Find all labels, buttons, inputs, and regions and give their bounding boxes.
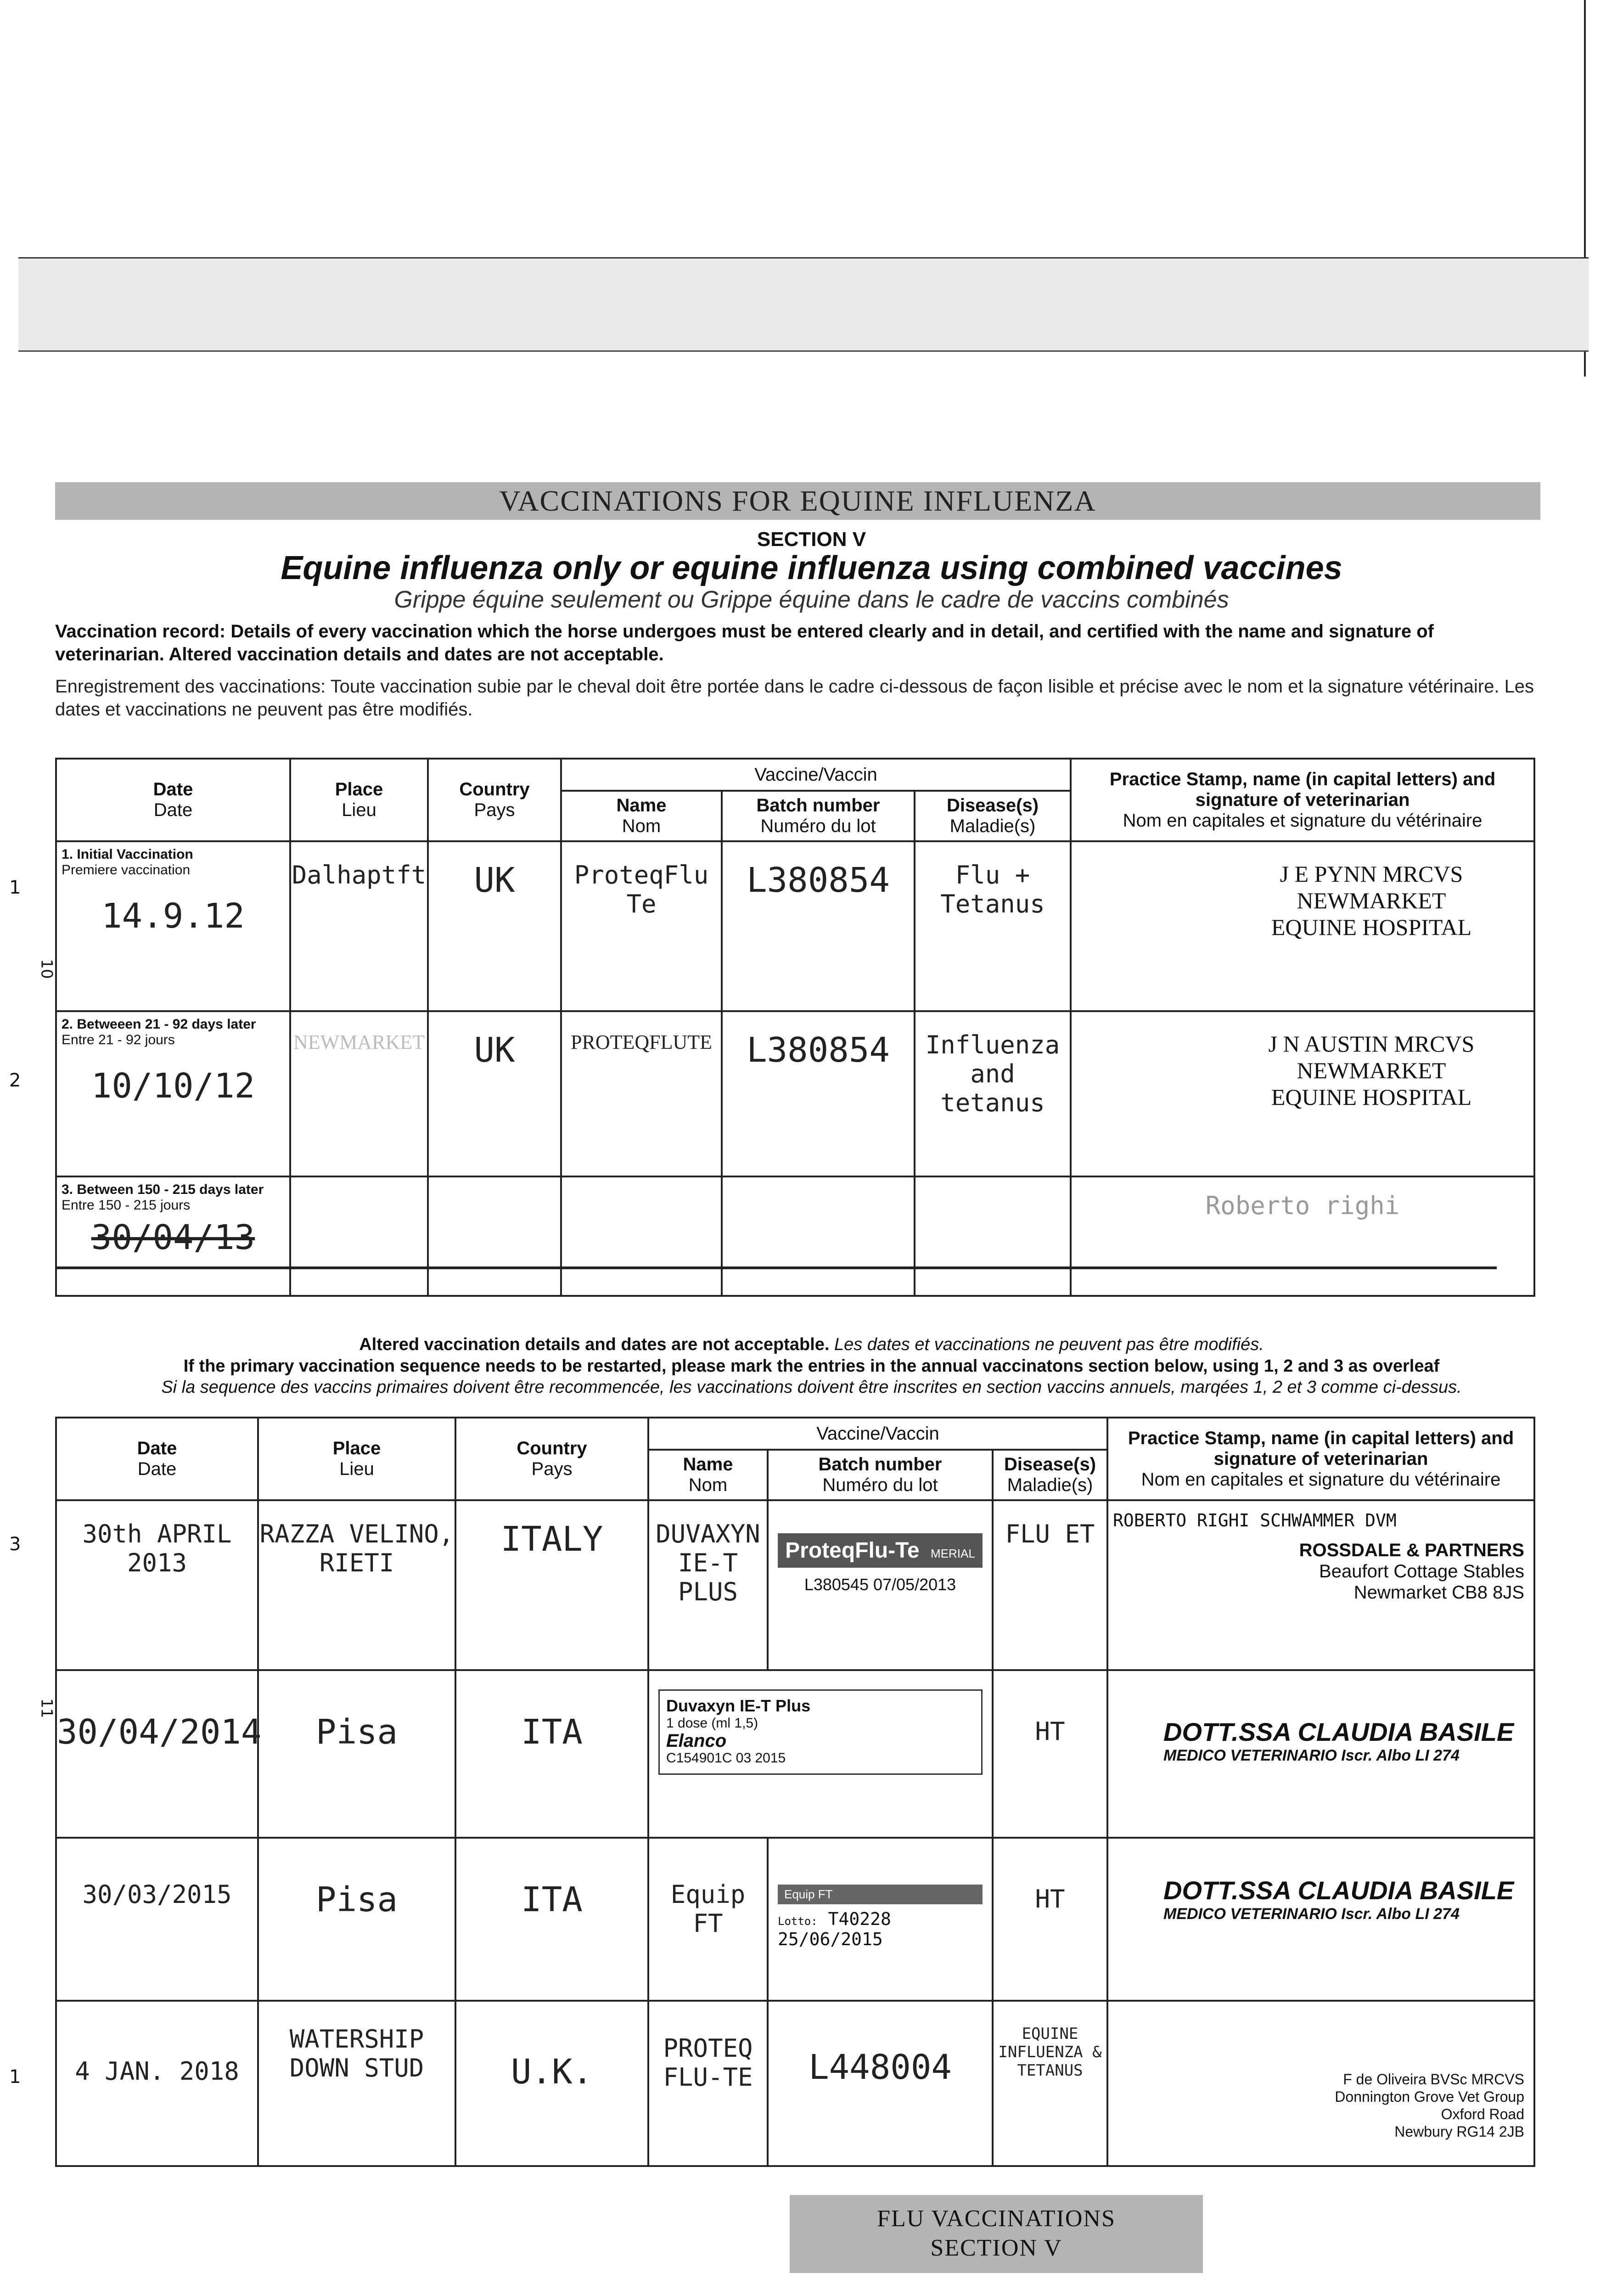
stamp-cell xyxy=(1107,1838,1534,2001)
vet-stamp: J E PYNN MRCVS NEWMARKET EQUINE HOSPITAL xyxy=(1271,861,1472,940)
margin-circle-mark: 2 xyxy=(9,1070,21,1091)
batch-cell: L380854 xyxy=(722,1011,915,1176)
country-cell xyxy=(428,1176,561,1296)
page-number-mark: 11 xyxy=(37,1698,56,1718)
vet-stamp: J N AUSTIN MRCVS NEWMARKET EQUINE HOSPITAL xyxy=(1268,1031,1475,1110)
warning-restart: If the primary vaccination sequence needs to be restarted, please mark the entries in the annual vaccinatons section below, using 1, 2 and 3 as overleaf xyxy=(183,1356,1440,1376)
header-vaccine: Vaccine/Vaccin xyxy=(648,1418,1107,1450)
stamp-cell xyxy=(1107,1670,1534,1838)
row-label-cell: 3. Between 150 - 215 days later Entre 150 - 215 jours 30/04/13 xyxy=(56,1176,290,1296)
place-cell: NEWMARKET xyxy=(290,1011,428,1176)
disease-cell: Influenza and tetanus xyxy=(915,1011,1071,1176)
stamp-cell xyxy=(1107,1500,1534,1670)
country-cell: UK xyxy=(428,1011,561,1176)
batch-cell xyxy=(768,1500,993,1670)
annual-vaccination-table xyxy=(55,1417,1535,2167)
vet-stamp: F de Oliveira BVSc MRCVS Donnington Grove Vet Group Oxford Road Newbury RG14 2JB xyxy=(1335,2071,1524,2140)
section-banner: VACCINATIONS FOR EQUINE INFLUENZA xyxy=(55,482,1540,520)
warning-altered: Altered vaccination details and dates are not acceptable. Les dates et vaccinations ne peuvent pas être modifiés. xyxy=(359,1335,1264,1354)
place-cell: RAZZA VELINO, RIETI xyxy=(258,1500,455,1670)
header-country: Country Pays xyxy=(455,1418,648,1500)
page-footer: FLU VACCINATIONS SECTION V xyxy=(790,2195,1203,2273)
header-batch: Batch number Numéro du lot xyxy=(768,1450,993,1500)
disease-cell: Flu + Tetanus xyxy=(915,841,1071,1011)
sticker-cell xyxy=(648,1670,993,1838)
country-cell: ITA xyxy=(455,1670,648,1838)
date-value: 14.9.12 xyxy=(101,896,245,936)
vaccine-sticker: ProteqFlu-Te MERIAL xyxy=(778,1533,983,1568)
date-value: 10/10/12 xyxy=(91,1066,255,1106)
country-cell: ITA xyxy=(455,1838,648,2001)
margin-circle-mark: 1 xyxy=(9,2066,21,2088)
scan-header-band xyxy=(18,257,1589,352)
header-name: Name Nom xyxy=(648,1450,768,1500)
batch-cell xyxy=(768,1838,993,2001)
stamp-cell xyxy=(1107,2001,1534,2166)
vet-stamp-title: MEDICO VETERINARIO Iscr. Albo LI 274 xyxy=(1163,1905,1460,1923)
header-disease: Disease(s) Maladie(s) xyxy=(915,791,1071,841)
header-place: Place Lieu xyxy=(258,1418,455,1500)
sticker-batch: L380545 07/05/2013 xyxy=(804,1575,956,1594)
vaccine-sticker: Equip FT xyxy=(778,1885,983,1904)
date-cell: 30/03/2015 xyxy=(56,1838,258,2001)
vet-stamp-name: DOTT.SSA CLAUDIA BASILE xyxy=(1163,1717,1514,1746)
stamp-cell xyxy=(1071,1011,1534,1176)
disease-cell: HT xyxy=(993,1670,1107,1838)
country-cell: ITALY xyxy=(455,1500,648,1670)
vet-stamp: ROSSDALE & PARTNERS Beaufort Cottage Stables Newmarket CB8 8JS xyxy=(1299,1540,1524,1603)
vaccine-name-cell: PROTEQ FLU-TE xyxy=(648,2001,768,2166)
row-label-cell: 1. Initial Vaccination Premiere vaccination 14.9.12 xyxy=(56,841,290,1011)
page-number-mark: 10 xyxy=(37,959,56,979)
country-cell: UK xyxy=(428,841,561,1011)
header-stamp: Practice Stamp, name (in capital letters) and signature of veterinarian Nom en capitales et signature du vétérinaire xyxy=(1107,1418,1534,1500)
vet-name-handwritten: ROBERTO RIGHI SCHWAMMER DVM xyxy=(1113,1510,1397,1531)
header-country: Country Pays xyxy=(428,759,561,841)
place-cell: WATERSHIP DOWN STUD xyxy=(258,2001,455,2166)
place-cell: Pisa xyxy=(258,1838,455,2001)
date-cell: 30th APRIL 2013 xyxy=(56,1500,258,1670)
record-instructions-en: Vaccination record: Details of every vaccination which the horse undergoes must be entered clearly and in detail, and certified with the name and signature of veterinarian. Altered vaccination details and dates are not acceptable. xyxy=(55,621,1434,664)
warning-restart-fr: Si la sequence des vaccins primaires doivent être recommencée, les vaccinations doivent être inscrites en section vaccins annuels, marqées 1, 2 et 3 comme ci-dessus. xyxy=(161,1378,1462,1397)
page-subtitle: Grippe équine seulement ou Grippe équine dans le cadre de vaccins combinés xyxy=(394,586,1229,613)
header-batch: Batch number Numéro du lot xyxy=(722,791,915,841)
date-cell: 4 JAN. 2018 xyxy=(56,2001,258,2166)
stamp-cell: Roberto righi xyxy=(1071,1176,1534,1296)
country-cell: U.K. xyxy=(455,2001,648,2166)
section-label: SECTION V xyxy=(757,528,866,551)
vaccine-name-cell: DUVAXYN IE-T PLUS xyxy=(648,1500,768,1670)
row-label-cell: 2. Betweeen 21 - 92 days later Entre 21 - 92 jours 10/10/12 xyxy=(56,1011,290,1176)
margin-circle-mark: 3 xyxy=(9,1534,21,1555)
batch-cell: L380854 xyxy=(722,841,915,1011)
header-date: Date Date xyxy=(56,1418,258,1500)
disease-cell xyxy=(915,1176,1071,1296)
table-row xyxy=(56,1500,1534,1670)
sticker-batch: Lotto: T40228 25/06/2015 xyxy=(778,1909,891,1949)
margin-circle-mark: 1 xyxy=(9,877,21,898)
vet-stamp-title: MEDICO VETERINARIO Iscr. Albo LI 274 xyxy=(1163,1747,1460,1764)
header-date: Date Date xyxy=(56,759,290,841)
primary-vaccination-table xyxy=(55,758,1535,1297)
place-cell xyxy=(290,1176,428,1296)
header-stamp: Practice Stamp, name (in capital letters) and signature of veterinarian Nom en capitales et signature du vétérinaire xyxy=(1071,759,1534,841)
table-row xyxy=(56,841,1534,1011)
table-row xyxy=(56,1670,1534,1838)
header-place: Place Lieu xyxy=(290,759,428,841)
place-cell: Dalhaptft xyxy=(290,841,428,1011)
table-row xyxy=(56,1838,1534,2001)
header-vaccine: Vaccine/Vaccin xyxy=(561,759,1071,791)
record-instructions-fr: Enregistrement des vaccinations: Toute vaccination subie par le cheval doit être portée dans le cadre ci-dessous de façon lisible et précise avec le nom et la signature vétérinaire. Les dates et vaccinations ne peuvent pas être modifiés. xyxy=(55,676,1534,720)
disease-cell: EQUINE INFLUENZA & TETANUS xyxy=(993,2001,1107,2166)
stamp-cell xyxy=(1071,841,1534,1011)
vaccine-name-cell: Equip FT xyxy=(648,1838,768,2001)
disease-cell: FLU ET xyxy=(993,1500,1107,1670)
table-row xyxy=(56,1011,1534,1176)
disease-cell: HT xyxy=(993,1838,1107,2001)
table-row xyxy=(56,1176,1534,1296)
vaccine-sticker: Duvaxyn IE-T Plus 1 dose (ml 1,5) Elanco C154901C 03 2015 xyxy=(658,1689,983,1775)
date-value: 30/04/13 xyxy=(91,1218,255,1257)
vaccine-name-cell xyxy=(561,1176,722,1296)
vaccine-name-cell: ProteqFlu Te xyxy=(561,841,722,1011)
vaccine-name-cell: PROTEQFLUTE xyxy=(561,1011,722,1176)
strike-line xyxy=(55,1266,1497,1269)
header-disease: Disease(s) Maladie(s) xyxy=(993,1450,1107,1500)
place-cell: Pisa xyxy=(258,1670,455,1838)
vet-stamp-name: DOTT.SSA CLAUDIA BASILE xyxy=(1163,1876,1514,1905)
page-title: Equine influenza only or equine influenza using combined vaccines xyxy=(281,550,1342,586)
batch-cell xyxy=(722,1176,915,1296)
table-row xyxy=(56,2001,1534,2166)
header-name: Name Nom xyxy=(561,791,722,841)
date-cell: 30/04/2014 xyxy=(56,1670,258,1838)
batch-cell: L448004 xyxy=(768,2001,993,2166)
